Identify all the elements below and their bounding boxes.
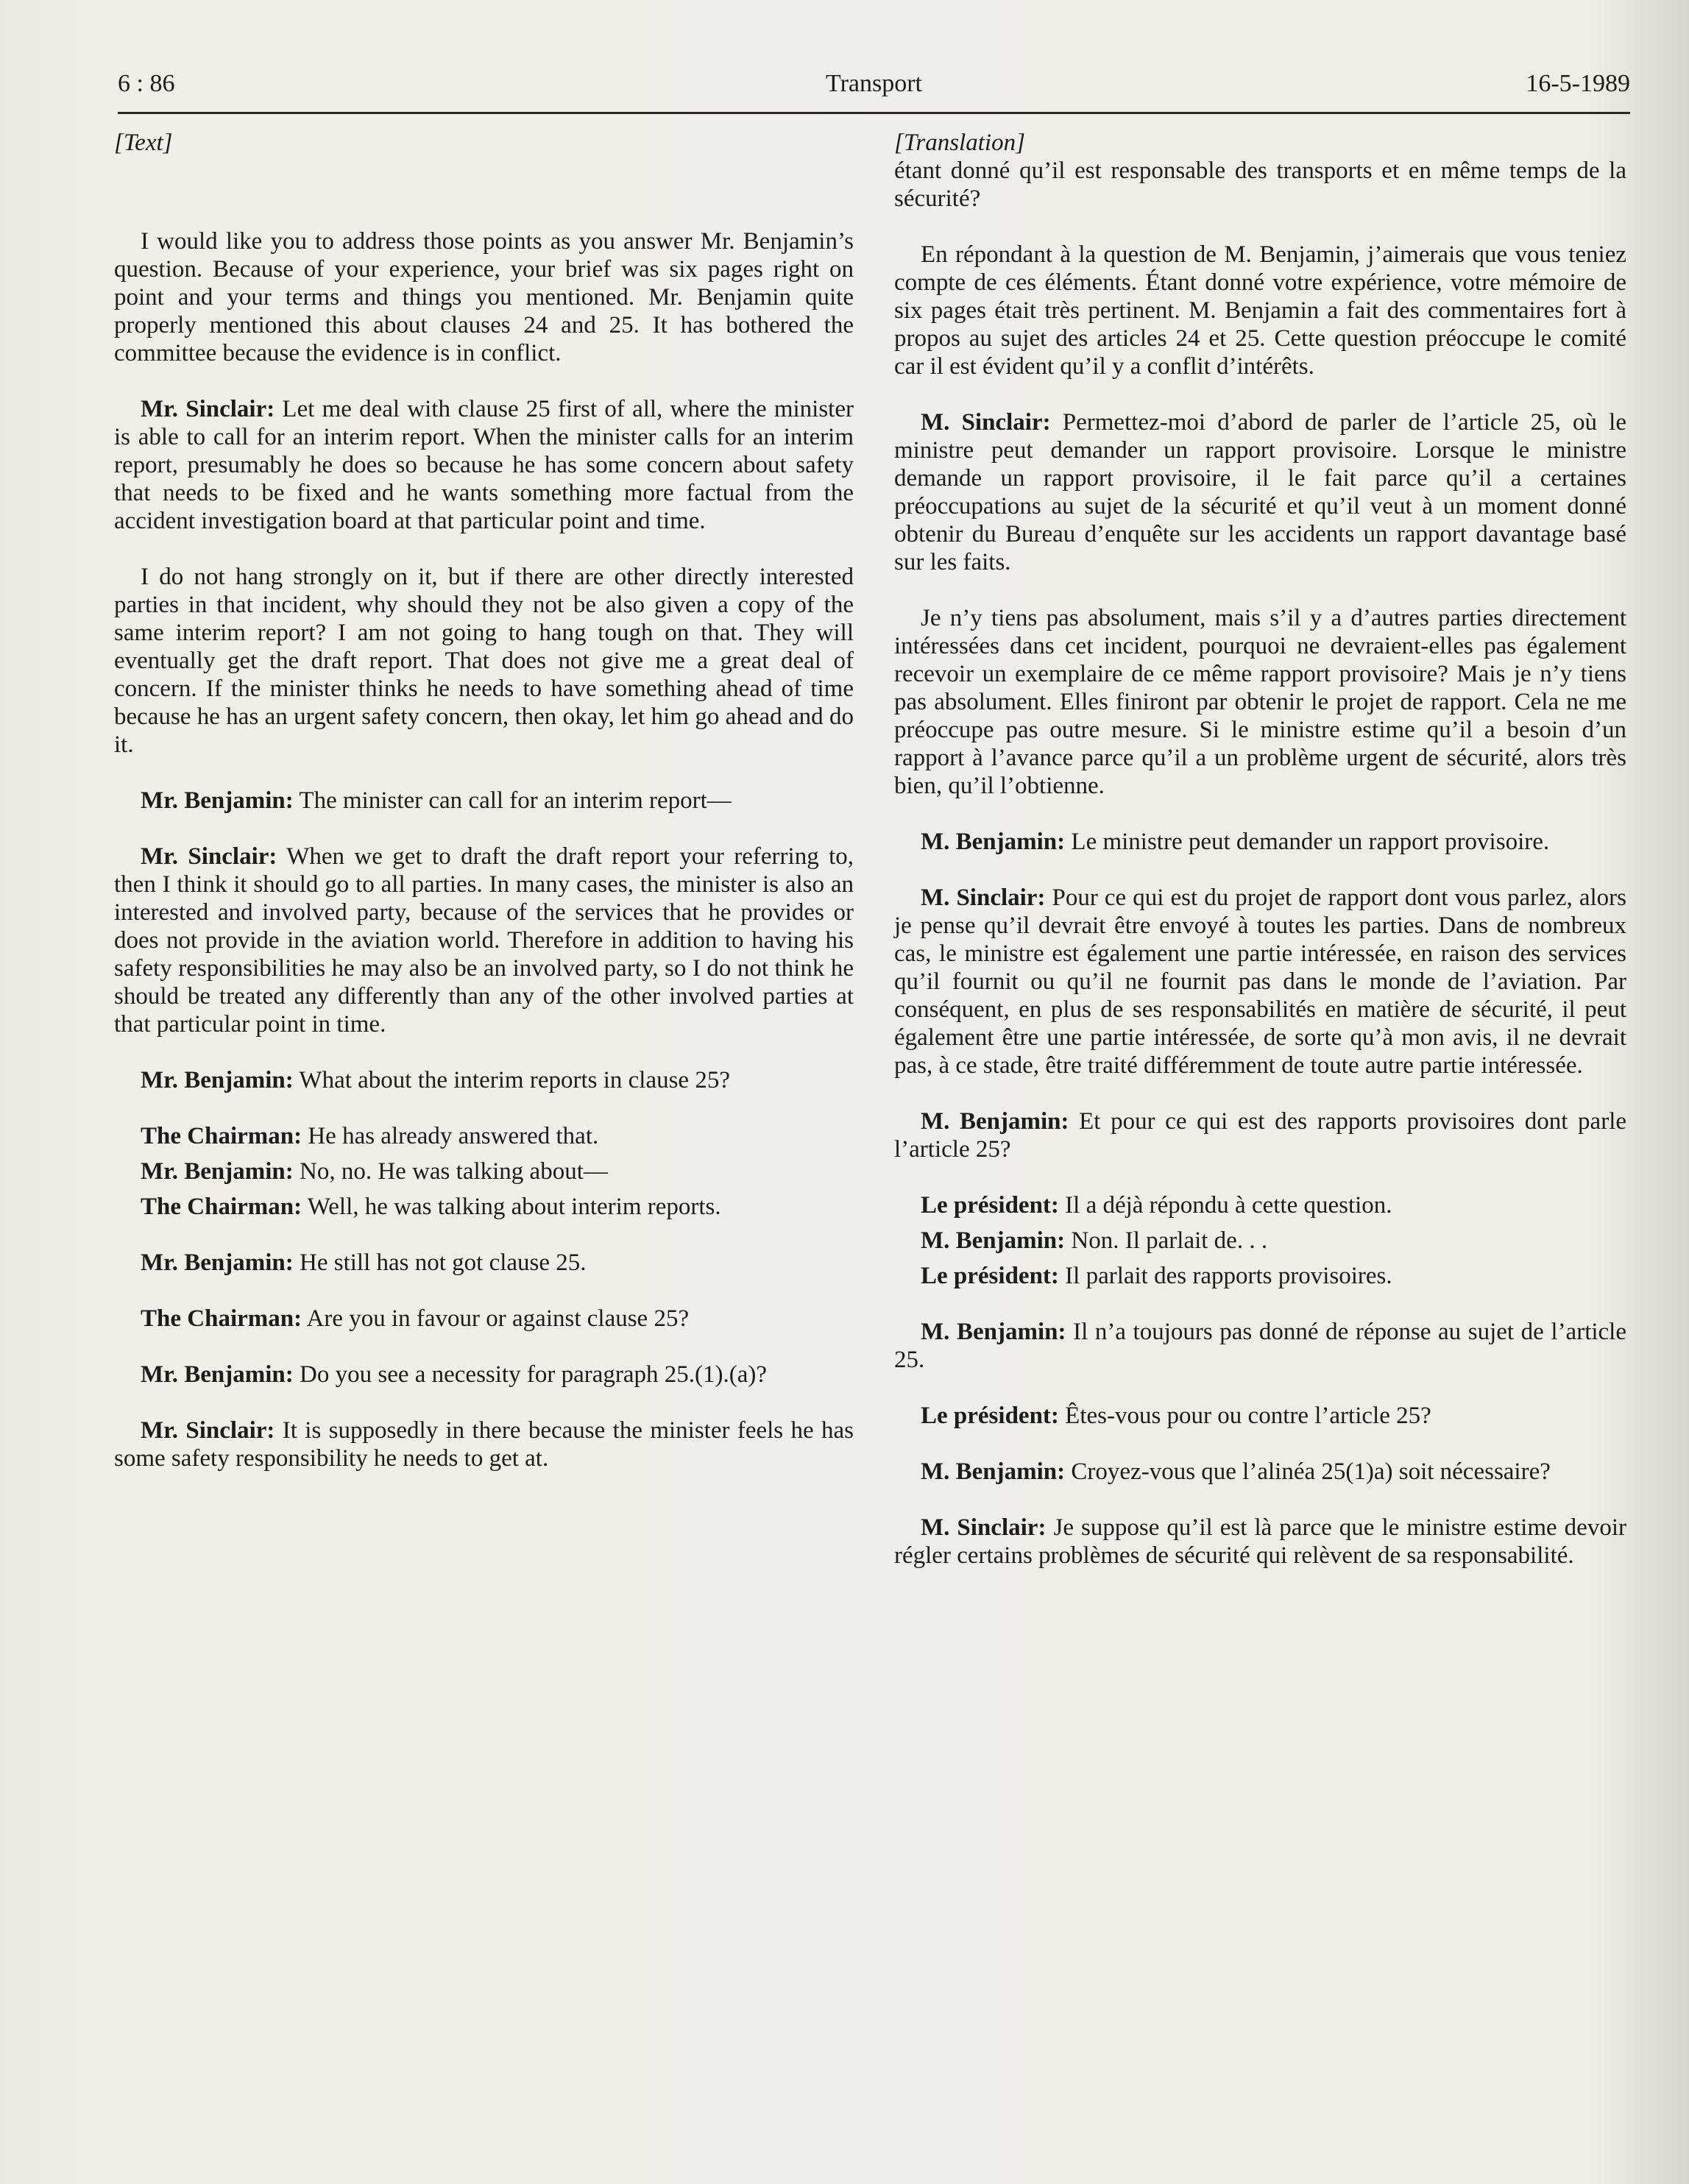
paragraph bbox=[894, 1318, 1626, 1374]
paragraph-text: The minister can call for an interim report— bbox=[299, 787, 732, 814]
paragraph-text: When we get to draft the draft report your referring to, then I think it should go to all parties. In many cases, the minister is also an interested and involved party, because of the services that he provides or does not provide in the aviation world. Therefore in addition to having his safety responsibilities he may also be an involved party, so I do not think he should be treated any differently than any of the other involved parties at that particular point in time. bbox=[114, 843, 854, 1038]
paragraph bbox=[894, 408, 1626, 576]
paragraph-text: Well, he was talking about interim reports. bbox=[307, 1194, 721, 1220]
text-label: [Text] bbox=[114, 130, 173, 156]
speaker-label: Mr. Benjamin: bbox=[141, 1361, 294, 1388]
paragraph bbox=[114, 1305, 854, 1333]
paragraph-text: Il n’a toujours pas donné de réponse au sujet de l’article 25. bbox=[894, 1319, 1626, 1373]
paragraph bbox=[114, 1157, 854, 1185]
speaker-label: Mr. Benjamin: bbox=[141, 1249, 294, 1276]
paragraph-text: En répondant à la question de M. Benjamin, j’aimerais que vous teniez compte de ces éléments. Étant donné votre expérience, votre mémoire de six pages était très pertinent. M. Benjamin a fait des commentaires fort à propos au sujet des articles 24 et 25. Cette question préoccupe le comité car il est évident qu’il y a conflit d’intérêts. bbox=[894, 241, 1626, 380]
paragraph bbox=[894, 241, 1626, 380]
left-column-english bbox=[114, 129, 854, 1500]
paragraph bbox=[114, 395, 854, 535]
speaker-label: Le président: bbox=[921, 1192, 1059, 1219]
paragraph-text: What about the interim reports in clause 25? bbox=[299, 1067, 730, 1093]
paragraph-text: Le ministre peut demander un rapport provisoire. bbox=[1071, 829, 1550, 855]
speaker-label: The Chairman: bbox=[141, 1123, 302, 1149]
paragraph-text: Do you see a necessity for paragraph 25.(1).(a)? bbox=[300, 1361, 767, 1388]
page-header bbox=[118, 68, 1630, 114]
speaker-label: The Chairman: bbox=[141, 1305, 302, 1332]
speaker-label: Le président: bbox=[921, 1263, 1059, 1289]
paragraph-text: I would like you to address those points as you answer Mr. Benjamin’s question. Because of your experience, your brief was six pages right on point and your terms and things you mentioned. Mr. Benjamin quite properly mentioned this about clauses 24 and 25. It has bothered the committee because the evidence is in conflict. bbox=[114, 228, 854, 366]
paragraph bbox=[894, 1191, 1626, 1219]
paragraph-text: Let me deal with clause 25 first of all, where the minister is able to call for an interim report. When the minister calls for an interim report, presumably he does so because he has some concern about safety that needs to be fixed and he wants something more factual from the accident investigation board at that particular point and time. bbox=[114, 396, 854, 534]
paragraph-text: étant donné qu’il est responsable des transports et en même temps de la sécurité? bbox=[894, 157, 1626, 212]
paragraph bbox=[114, 1193, 854, 1221]
paragraph-text: Et pour ce qui est des rapports provisoires dont parle l’article 25? bbox=[894, 1108, 1627, 1163]
paragraph-text: Il parlait des rapports provisoires. bbox=[1065, 1263, 1392, 1289]
paragraph bbox=[114, 1066, 854, 1094]
paragraph bbox=[894, 1402, 1626, 1430]
speaker-label: The Chairman: bbox=[141, 1194, 302, 1220]
speaker-label: M. Sinclair: bbox=[921, 409, 1051, 436]
speaker-label: M. Benjamin: bbox=[921, 1319, 1066, 1345]
paragraph-text: It is supposedly in there because the minister feels he has some safety responsibility he needs to get at. bbox=[114, 1417, 854, 1472]
paragraph-text: No, no. He was talking about— bbox=[300, 1158, 608, 1185]
speaker-label: M. Sinclair: bbox=[921, 884, 1046, 911]
paragraph bbox=[894, 828, 1626, 856]
paragraph-text: Croyez-vous que l’alinéa 25(1)a) soit nécessaire? bbox=[1071, 1458, 1551, 1485]
paragraph-text: Je suppose qu’il est là parce que le ministre estime devoir régler certains problèmes de sécurité qui relèvent de sa responsabilité. bbox=[894, 1514, 1626, 1569]
paragraph-text: He still has not got clause 25. bbox=[300, 1249, 587, 1276]
paragraph bbox=[114, 787, 854, 815]
paragraph bbox=[894, 1458, 1626, 1486]
paragraph bbox=[114, 1249, 854, 1277]
paragraph-text: Je n’y tiens pas absolument, mais s’il y a d’autres parties directement intéressées dans cet incident, pourquoi ne devraient-elles pas également recevoir un exemplaire de ce même rapport provisoire? Mais je n’y tiens pas absolument. Elles finiront par obtenir le projet de rapport. Cela ne me préoccupe pas outre mesure. Si le ministre estime qu’il a besoin d’un rapport à l’avance parce qu’il a un problème urgent de sécurité, alors très bien, qu’il l’obtienne. bbox=[894, 605, 1626, 799]
paragraph-text: Non. Il parlait de. . . bbox=[1071, 1227, 1268, 1254]
speaker-label: Le président: bbox=[921, 1403, 1059, 1429]
speaker-label: Mr. Sinclair: bbox=[141, 843, 277, 870]
paragraph bbox=[894, 157, 1626, 213]
paragraph bbox=[114, 563, 854, 759]
speaker-label: Mr. Benjamin: bbox=[141, 787, 294, 814]
paragraph bbox=[114, 1417, 854, 1472]
paragraph-text: I do not hang strongly on it, but if there are other directly interested parties in that incident, why should they not be also given a copy of the same interim report? I am not going to hang tough on that. They will eventually get the draft report. That does not give me a great deal of concern. If the minister thinks he needs to have something ahead of time because he has an urgent safety concern, then okay, let him go ahead and do it. bbox=[114, 564, 854, 758]
paragraph-text: Permettez-moi d’abord de parler de l’article 25, où le ministre peut demander un rapport provisoire. Lorsque le ministre demande un rapport provisoire, il le fait parce qu’il a certaines préoccupations au sujet de la sécurité et qu’il veut à un moment donné obtenir du Bureau d’enquête sur les accidents un rapport davantage basé sur les faits. bbox=[894, 409, 1626, 575]
paragraph bbox=[894, 884, 1626, 1079]
speaker-label: M. Benjamin: bbox=[921, 829, 1066, 855]
paragraph-text: Pour ce qui est du projet de rapport dont vous parlez, alors je pense qu’il devrait être envoyé à toutes les parties. Dans de nombreux cas, le ministre est également une partie intéressée, en raison des services qu’il fournit ou qu’il ne fournit pas dans le monde de l’aviation. Par conséquent, en plus de ses responsabilités en matière de sécurité, il peut également être une partie intéressée, de sorte qu’à mon avis, il ne devrait pas, à ce stade, être traité différemment de toute autre partie intéressée. bbox=[894, 884, 1626, 1079]
speaker-label: M. Benjamin: bbox=[921, 1227, 1066, 1254]
right-column-french bbox=[894, 129, 1626, 1598]
speaker-label: Mr. Sinclair: bbox=[141, 396, 275, 422]
paragraph-text: Are you in favour or against clause 25? bbox=[306, 1305, 690, 1332]
paragraph bbox=[114, 1361, 854, 1389]
speaker-label: Mr. Benjamin: bbox=[141, 1158, 294, 1185]
translation-label: [Translation] bbox=[894, 130, 1025, 156]
page-date: 16-5-1989 bbox=[1526, 70, 1630, 97]
paragraph bbox=[114, 843, 854, 1038]
paragraph-text: Êtes-vous pour ou contre l’article 25? bbox=[1065, 1403, 1431, 1429]
paragraph-text: He has already answered that. bbox=[308, 1123, 599, 1149]
paragraph bbox=[894, 1227, 1626, 1255]
paragraph bbox=[894, 1107, 1626, 1163]
paragraph bbox=[894, 1514, 1626, 1570]
paragraph bbox=[114, 227, 854, 367]
paragraph bbox=[114, 1122, 854, 1150]
paragraph bbox=[894, 604, 1626, 800]
speaker-label: M. Benjamin: bbox=[921, 1458, 1066, 1485]
page-title: Transport bbox=[826, 70, 922, 97]
speaker-label: Mr. Sinclair: bbox=[141, 1417, 275, 1444]
speaker-label: M. Sinclair: bbox=[921, 1514, 1047, 1541]
paragraph bbox=[894, 1262, 1626, 1290]
page-number: 6 : 86 bbox=[118, 70, 175, 97]
paragraph-text: Il a déjà répondu à cette question. bbox=[1065, 1192, 1392, 1219]
speaker-label: M. Benjamin: bbox=[921, 1108, 1069, 1135]
speaker-label: Mr. Benjamin: bbox=[141, 1067, 294, 1093]
